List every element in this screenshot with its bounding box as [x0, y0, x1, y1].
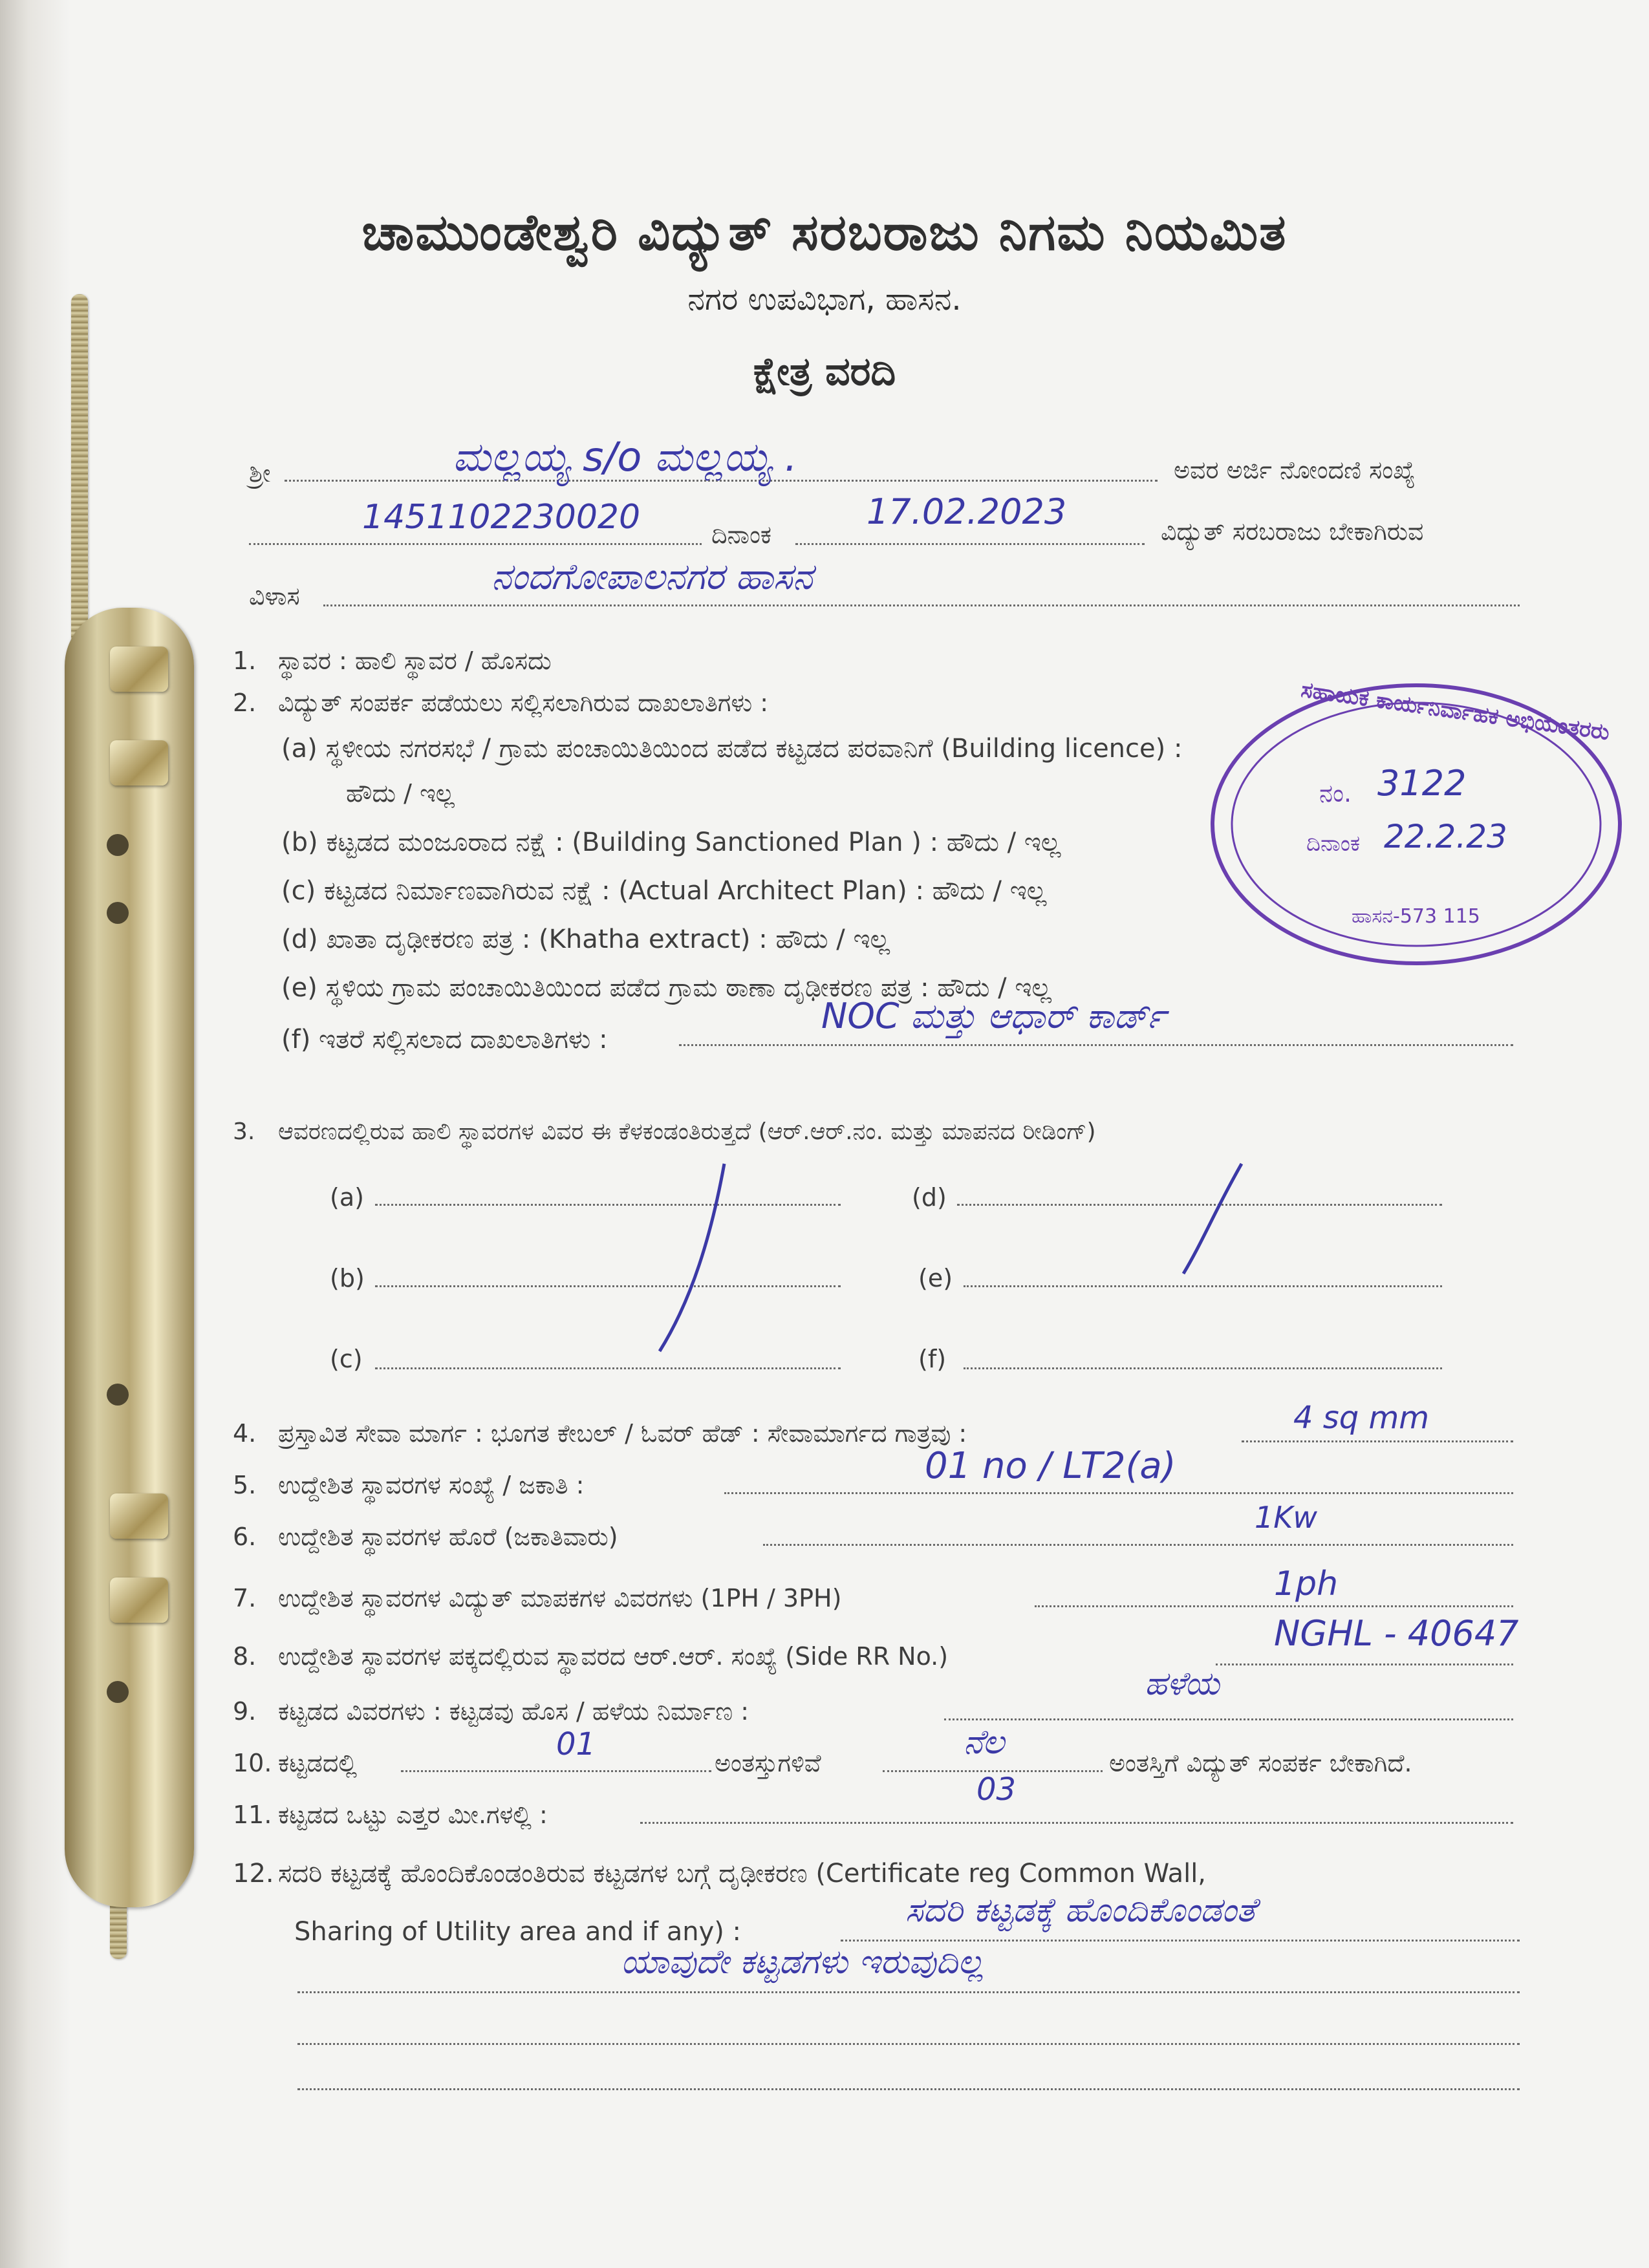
side-rr-value: NGHL - 40647 [1274, 1613, 1519, 1654]
fastener-clip [110, 740, 168, 786]
item-number: 2. [233, 689, 257, 717]
date-value: 17.02.2023 [867, 491, 1067, 532]
stamp-date-value: 22.2.23 [1384, 818, 1507, 855]
punch-hole [107, 1681, 129, 1703]
item-3-text: ಆವರಣದಲ್ಲಿರುವ ಹಾಲಿ ಸ್ಥಾವರಗಳ ವಿವರ ಈ ಕೆಳಕಂಡಂತಿರುತ್ತದೆ (ಆರ್.ಆರ್.ನಂ. ಮತ್ತು ಮಾಪನದ ರೀಡಿಂಗ್) [278, 1118, 1096, 1145]
common-wall-dotted-line-4 [297, 2088, 1520, 2090]
date-label: ದಿನಾಂಕ [711, 520, 772, 549]
floors-dotted-line [401, 1770, 711, 1772]
existing-b-label: (b) [330, 1264, 365, 1292]
item-5-text: ಉದ್ದೇಶಿತ ಸ್ಥಾವರಗಳ ಸಂಖ್ಯೆ / ಜಕಾತಿ : [278, 1471, 585, 1499]
stamp-no-label: ನಂ. [1319, 779, 1352, 808]
item-number: 12. [233, 1859, 274, 1888]
item-8-text: ಉದ್ದೇಶಿತ ಸ್ಥಾವರಗಳ ಪಕ್ಕದಲ್ಲಿರುವ ಸ್ಥಾವರದ ಆರ್.ಆರ್. ಸಂಖ್ಯೆ (Side RR No.) [278, 1642, 949, 1671]
punch-hole [107, 834, 129, 856]
item-number: 8. [233, 1642, 257, 1671]
address-label: ವಿಳಾಸ [249, 582, 300, 610]
cable-size-dotted-line [1242, 1440, 1513, 1442]
item-number: 10. [233, 1749, 272, 1777]
binder-shadow [0, 0, 71, 2268]
common-wall-dotted-line-3 [297, 2043, 1520, 2045]
item-10-text-c: ಅಂತಸ್ತಿಗೆ ವಿದ್ಯುತ್ ಸಂಪರ್ಕ ಬೇಕಾಗಿದೆ. [1109, 1749, 1412, 1777]
other-docs-value: NOC ಮತ್ತು ಆಧಾರ್ ಕಾರ್ಡ್ [821, 996, 1166, 1036]
office-stamp [1203, 672, 1643, 976]
load-value: 1Kw [1255, 1500, 1318, 1535]
common-wall-value-2: ಯಾವುದೇ ಕಟ್ಟಡಗಳು ಇರುವುದಿಲ್ಲ [621, 1943, 984, 1982]
item-number: 11. [233, 1801, 272, 1829]
cable-size-value: 4 sq mm [1293, 1400, 1430, 1436]
form-title: ಕ್ಷೇತ್ರ ವರದಿ [753, 349, 896, 394]
item-number: 4. [233, 1419, 257, 1448]
existing-c-label: (c) [330, 1345, 363, 1373]
load-dotted-line [763, 1544, 1513, 1546]
existing-d-label: (d) [912, 1183, 947, 1212]
item-2f: (f) ಇತರೆ ಸಲ್ಲಿಸಲಾದ ದಾಖಲಾತಿಗಳು : [281, 1025, 608, 1054]
item-2c: (c) ಕಟ್ಟಡದ ನಿರ್ಮಾಣವಾಗಿರುವ ನಕ್ಷೆ : (Actual Architect Plan) : ಹೌದು / ಇಲ್ಲ [281, 876, 1047, 906]
building-type-dotted-line [944, 1718, 1513, 1720]
installations-value: 01 no / LT2(a) [925, 1445, 1176, 1487]
item-1-text: ಸ್ಥಾವರ : ಹಾಲಿ ಸ್ಥಾವರ / ಹೊಸದು [278, 647, 552, 675]
item-number: 1. [233, 647, 257, 675]
common-wall-dotted-line-1 [841, 1940, 1520, 1942]
existing-e-label: (e) [918, 1264, 953, 1292]
item-10-text-b: ಅಂತಸ್ತುಗಳಿವೆ [715, 1749, 821, 1777]
floors-value: 01 [556, 1726, 596, 1762]
sub-division: ನಗರ ಉಪವಿಭಾಗ, ಹಾಸನ. [687, 281, 962, 317]
common-wall-value-1: ಸದರಿ ಕಟ್ಟಡಕ್ಕೆ ಹೊಂದಿಕೊಂಡಂತೆ [905, 1891, 1256, 1930]
item-number: 6. [233, 1523, 257, 1551]
item-number: 3. [233, 1118, 255, 1145]
stamp-top-text: ಸಹಾಯಕ ಕಾರ್ಯನಿರ್ವಾಹಕ ಅಭಿಯಂತರರು [1299, 676, 1611, 746]
item-2b: (b) ಕಟ್ಟಡದ ಮಂಜೂರಾದ ನಕ್ಷೆ : (Building Sanctioned Plan ) : ಹೌದು / ಇಲ್ಲ [281, 828, 1061, 857]
item-4-text: ಪ್ರಸ್ತಾವಿತ ಸೇವಾ ಮಾರ್ಗ : ಭೂಗತ ಕೇಬಲ್ / ಓವರ್ ಹೆಡ್ : ಸೇವಾಮಾರ್ಗದ ಗಾತ್ರವು : [278, 1419, 967, 1448]
item-12-text: ಸದರಿ ಕಟ್ಟಡಕ್ಕೆ ಹೊಂದಿಕೊಂಡಂತಿರುವ ಕಟ್ಟಡಗಳ ಬಗ್ಗೆ ದೃಢೀಕರಣ (Certificate reg Common Wall, [278, 1859, 1207, 1888]
stamp-no-value: 3122 [1377, 763, 1467, 804]
item-2e: (e) ಸ್ಥಳಿಯ ಗ್ರಾಮ ಪಂಚಾಯಿತಿಯಿಂದ ಪಡೆದ ಗ್ರಾಮ ಠಾಣಾ ದೃಢೀಕರಣ ಪತ್ರ : ಹೌದು / ಇಲ್ಲ [281, 973, 1052, 1003]
floor-name-value: ನೆಲ [964, 1723, 1005, 1762]
punch-hole [107, 902, 129, 924]
common-wall-dotted-line-2 [297, 1991, 1520, 1993]
fastener-clip [110, 1578, 168, 1623]
fastener-strip [65, 608, 194, 1907]
item-10-text-a: ಕಟ್ಟಡದಲ್ಲಿ [278, 1749, 358, 1777]
item-number: 9. [233, 1697, 257, 1726]
fastener-clip [110, 1493, 168, 1539]
org-name: ಚಾಮುಂಡೇಶ್ವರಿ ವಿದ್ಯುತ್ ಸರಬರಾಜು ನಿಗಮ ನಿಯಮಿತ [361, 204, 1288, 262]
meter-value: 1ph [1274, 1565, 1339, 1603]
fastener-clip [110, 647, 168, 692]
item-2d: (d) ಖಾತಾ ದೃಢೀಕರಣ ಪತ್ರ : (Khatha extract) : ಹೌದು / ಇಲ್ಲ [281, 925, 890, 954]
date-dotted-line [795, 543, 1145, 545]
item-11-text: ಕಟ್ಟಡದ ಒಟ್ಟು ಎತ್ತರ ಮೀ.ಗಳಲ್ಲಿ : [278, 1801, 548, 1829]
item-2a-cont: ಹೌದು / ಇಲ್ಲ [346, 779, 455, 808]
item-12-text-2: Sharing of Utility area and if any) : [294, 1917, 742, 1947]
punch-hole [107, 1384, 129, 1406]
item-7-text: ಉದ್ದೇಶಿತ ಸ್ಥಾವರಗಳ ವಿದ್ಯುತ್ ಮಾಪಕಗಳ ವಿವರಗಳು (1PH / 3PH) [278, 1584, 842, 1612]
height-value: 03 [976, 1771, 1017, 1808]
reg-no-dotted-line [249, 543, 702, 545]
existing-a-label: (a) [330, 1183, 364, 1212]
installations-dotted-line [724, 1492, 1513, 1494]
meter-dotted-line [1035, 1605, 1513, 1607]
address-dotted-line [323, 604, 1520, 606]
building-type-value: ಹಳೆಯ [1145, 1665, 1220, 1702]
item-6-text: ಉದ್ದೇಶಿತ ಸ್ಥಾವರಗಳ ಹೊರೆ (ಜಕಾತಿವಾರು) [278, 1523, 618, 1551]
address-value: ನಂದಗೋಪಾಲನಗರ ಹಾಸನ [491, 556, 813, 598]
item-number: 5. [233, 1471, 257, 1499]
other-docs-dotted-line [679, 1044, 1513, 1046]
applicant-name: ಮಲ್ಲಯ್ಯ s/o ಮಲ್ಲಯ್ಯ . [453, 433, 797, 480]
item-2-text: ವಿದ್ಯುತ್ ಸಂಪರ್ಕ ಪಡೆಯಲು ಸಲ್ಲಿಸಲಾಗಿರುವ ದಾಖಲಾತಿಗಳು : [278, 689, 769, 717]
stamp-date-label: ದಿನಾಂಕ [1306, 831, 1361, 857]
side-rr-dotted-line [1216, 1664, 1513, 1665]
reg-no-label: ಅವರ ಅರ್ಜಿ ನೋಂದಣಿ ಸಂಖ್ಯೆ [1174, 456, 1416, 484]
item-number: 7. [233, 1584, 257, 1612]
shri-label: ಶ್ರೀ [249, 459, 271, 487]
height-dotted-line [640, 1822, 1513, 1824]
item-2a: (a) ಸ್ಥಳೀಯ ನಗರಸಭೆ / ಗ್ರಾಮ ಪಂಚಾಯಿತಿಯಿಂದ ಪಡೆದ ಕಟ್ಟಡದ ಪರವಾನಿಗೆ (Building licence) : [281, 734, 1183, 764]
strike-through-marks [647, 1157, 1267, 1371]
supply-label: ವಿದ್ಯುತ್ ಸರಬರಾಜು ಬೇಕಾಗಿರುವ [1161, 517, 1424, 546]
item-9-text: ಕಟ್ಟಡದ ವಿವರಗಳು : ಕಟ್ಟಡವು ಹೊಸ / ಹಳೆಯ ನಿರ್ಮಾಣ : [278, 1697, 749, 1726]
reg-no-value: 1451102230020 [362, 498, 641, 537]
existing-f-label: (f) [918, 1345, 947, 1373]
stamp-bottom-text: ಹಾಸನ-573 115 [1352, 905, 1480, 928]
